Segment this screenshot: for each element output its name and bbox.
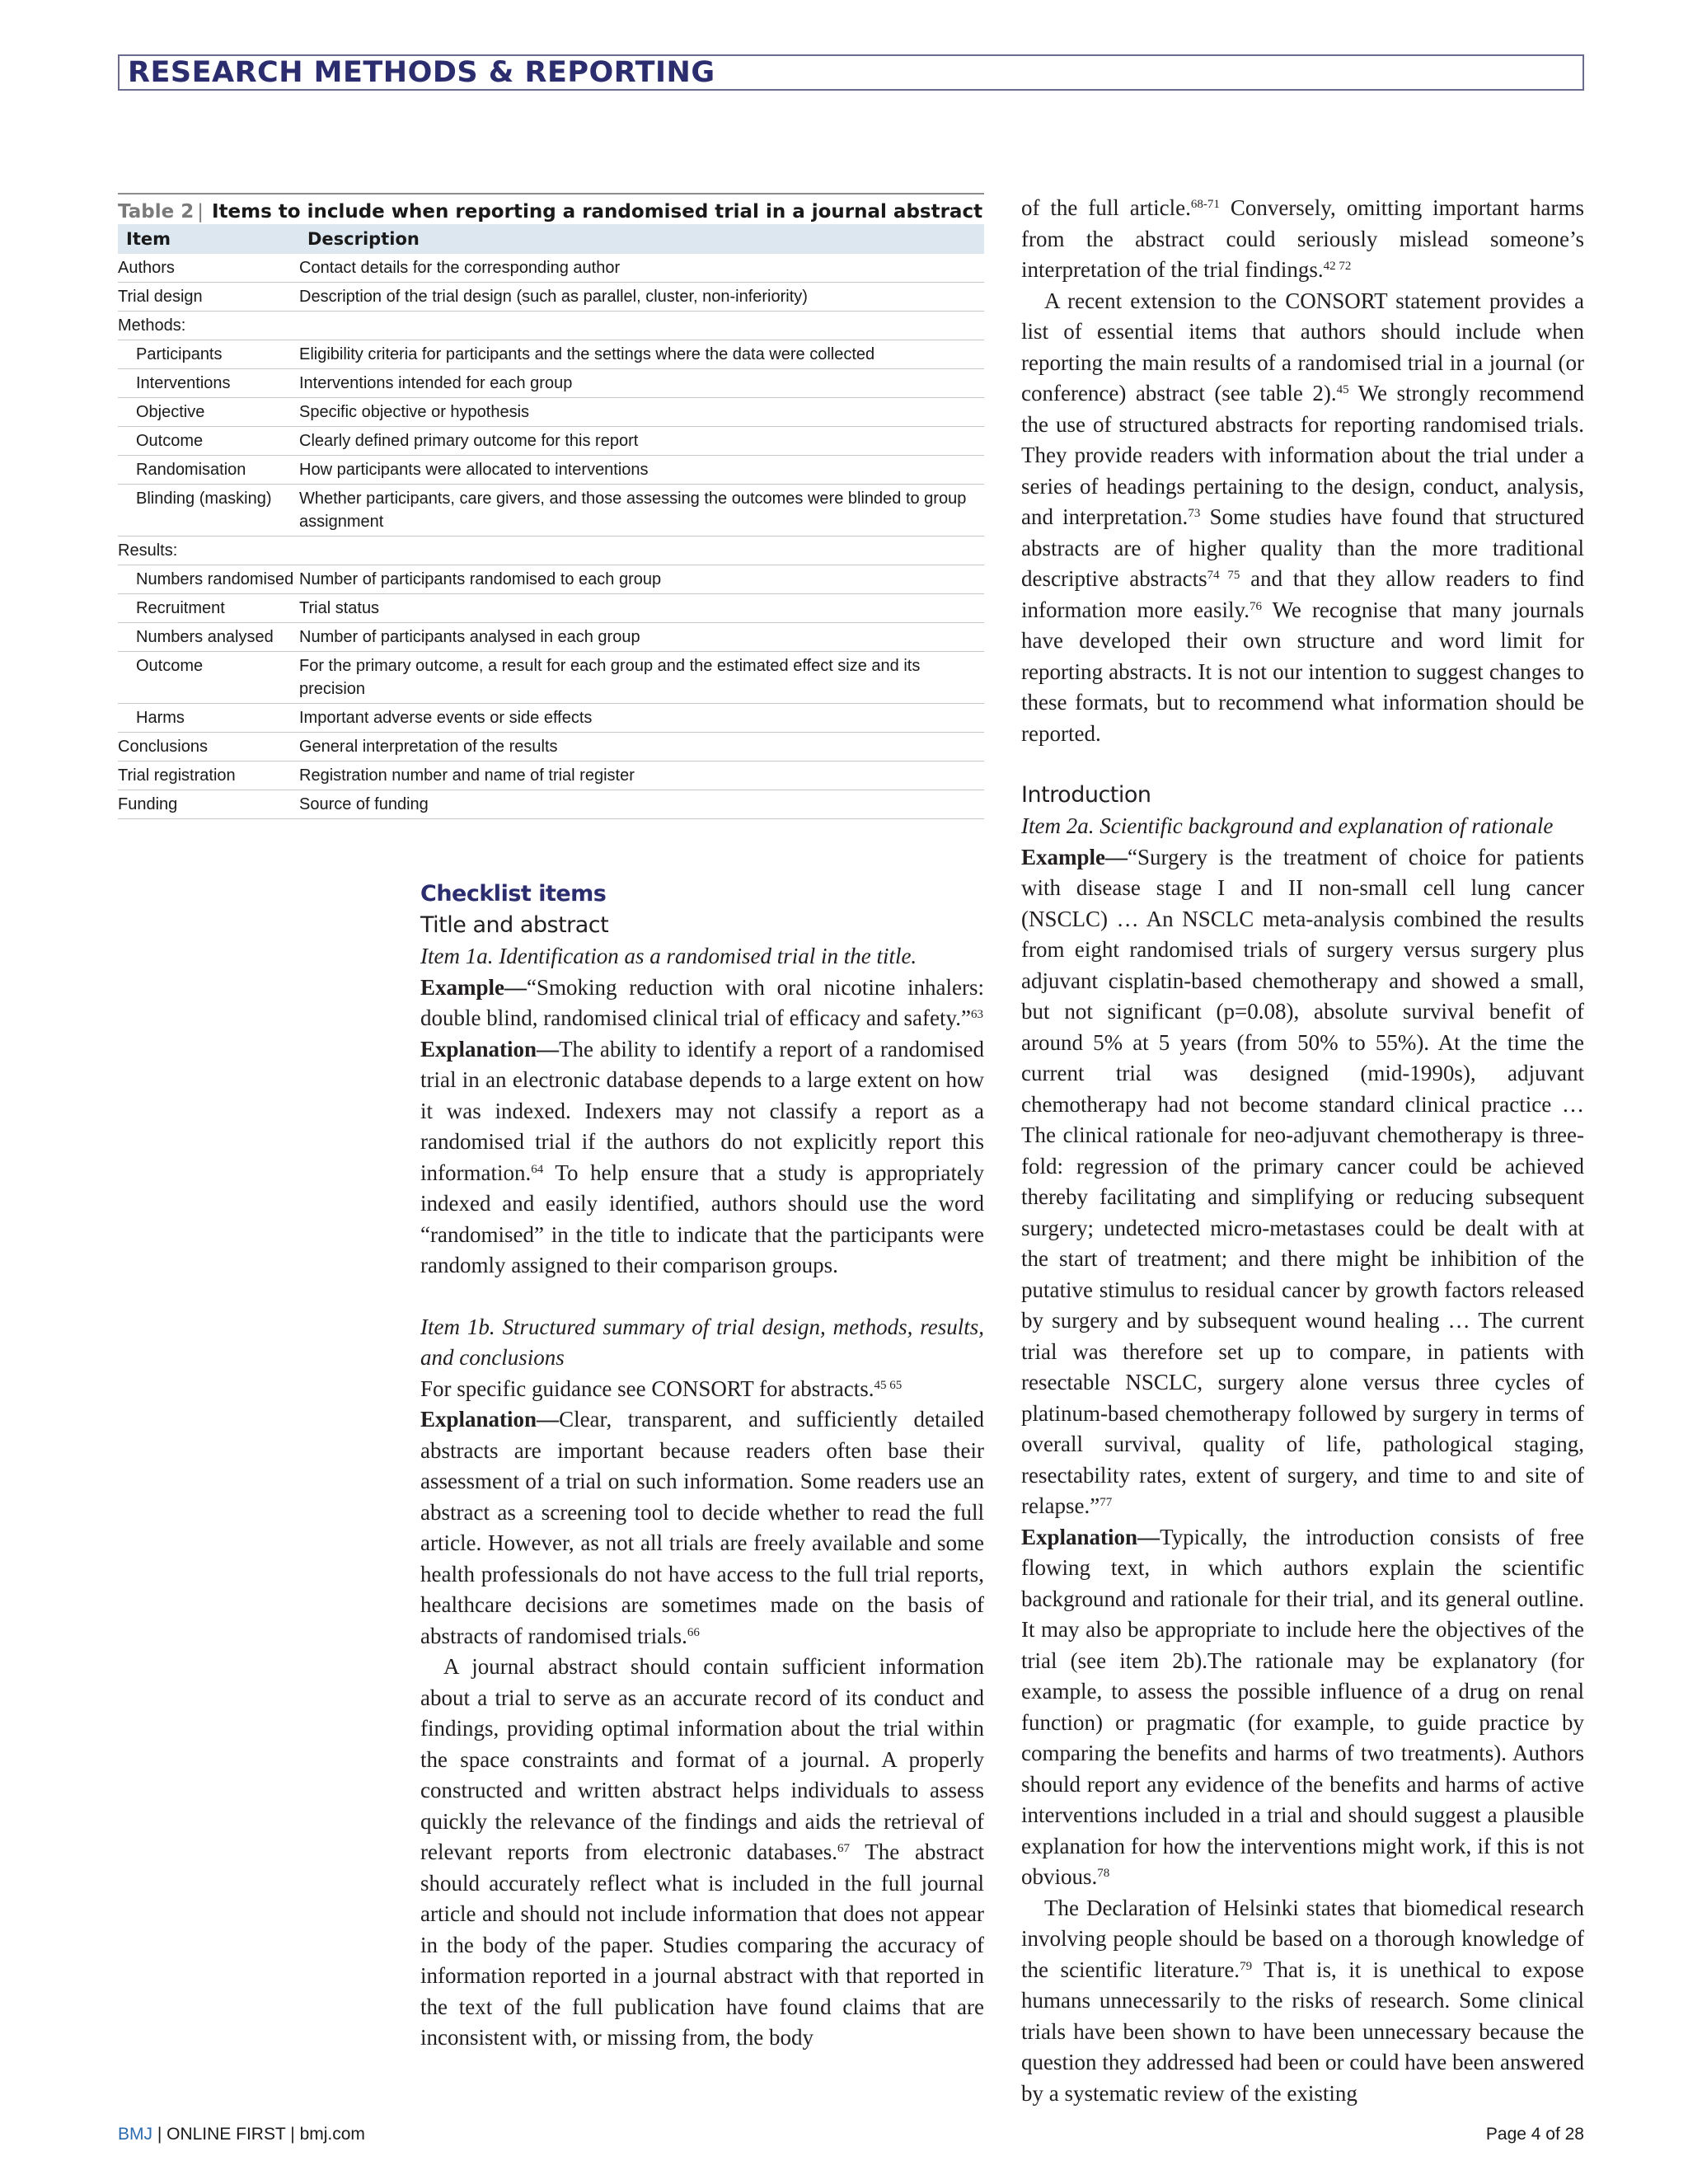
example-label: Example— — [1021, 844, 1128, 869]
table-cell-description: General interpretation of the results — [299, 738, 558, 756]
item-1b-heading: Item 1b. Structured summary of trial design, methods, results, and conclusions — [420, 1314, 984, 1370]
table-cell-item: Outcome — [136, 657, 204, 675]
table-cell-description: How participants were allocated to interventions — [299, 461, 649, 479]
table-row — [118, 762, 984, 790]
table-cell-description: Source of funding — [299, 795, 429, 813]
table-cell-item: Recruitment — [136, 599, 225, 617]
site-link[interactable]: bmj.com — [299, 2125, 365, 2144]
table-cell-description: Description of the trial design (such as parallel, cluster, non-inferiority) — [299, 288, 808, 306]
page-number: Page 4 of 28 — [1485, 2125, 1584, 2144]
paragraph-text-e: We recognise that many journals have developed their own structure and word limit for reporting abstracts. It is not our intention to suggest changes to these formats, but to recommend what information should be reported. — [1021, 597, 1584, 746]
item-2a-example — [1021, 842, 1584, 1522]
table-row — [118, 283, 984, 312]
table-caption: Items to include when reporting a randomised trial in a journal abstract — [211, 201, 983, 223]
paragraph-text-cont: The abstract should accurately reflect what is included in the full journal article and should not include information that does not appear in the body of the paper. Studies comparing the accuracy of information reported in a journal abstract with that reported in the text of the full publication have found claims that are inconsistent with, or missing from, the body — [420, 1840, 984, 2050]
ref-67: 67 — [837, 1842, 851, 1855]
item-1b-explanation — [420, 1404, 984, 1652]
explanation-label: Explanation— — [1021, 1524, 1160, 1549]
explanation-text-cont: To help ensure that a study is appropriately indexed and easily identified, authors should use the word “randomised” in the title to indicate that the participants were randomly assigned to their comparison groups. — [420, 1160, 984, 1277]
table-cell-description: Interventions intended for each group — [299, 374, 573, 392]
paragraph-text: A recent extension to the CONSORT statement provides a list of essential items that authors should include when reporting the main results of a randomised trial in a journal (or conference) abstract (see table 2). — [1021, 288, 1584, 405]
table-cell-description: Whether participants, care givers, and those assessing the outcomes were blinded to group assignment — [299, 490, 967, 531]
table-cell-item: Randomisation — [136, 461, 246, 479]
example-text: “Surgery is the treatment of choice for patients with disease stage I and II non-small cell lung cancer (NSCLC) … An NSCLC meta-analysis combined the results from eight randomised trials of surgery versus surgery plus adjuvant cisplatin-based chemotherapy and showed a small, but not significant (p=0.08), absolute survival benefit of around 5% at 5 years (from 50% to 55%). At the time the current trial was designed (mid-1990s), adjuvant chemotherapy had not become standard clinical practice … The clinical rationale for neo-adjuvant chemotherapy is three-fold: regression of the primary cancer could be achieved thereby facilitating and simplifying or reducing subsequent surgery; undetected micro-metastases could be dealt with at the start of treatment; and there might be inhibition of the putative stimulus to residual cancer by growth factors released by surgery and by subsequent wound healing … The current trial was therefore set up to compare, in patients with resectable NSCLC, surgery alone versus three cycles of platinum-based chemotherapy followed by surgery in terms of overall survival, quality of life, pathological staging, resectability rates, extent of surgery, and time to and site of relapse.” — [1021, 844, 1584, 1518]
table-row — [118, 733, 984, 762]
table-cell-item: Outcome — [136, 432, 204, 450]
paragraph-text: of the full article. — [1021, 195, 1191, 220]
table-cell-description — [299, 314, 984, 337]
table-row — [118, 485, 984, 537]
ref-76: 76 — [1250, 599, 1263, 613]
ref-73: 73 — [1188, 507, 1201, 520]
table-cell-item: Trial design — [118, 288, 203, 306]
guidance-text: For specific guidance see CONSORT for abstracts. — [420, 1376, 874, 1401]
item-1a-heading: Item 1a. Identification as a randomised trial in the title. — [420, 944, 917, 968]
ref-64: 64 — [531, 1162, 544, 1176]
paragraph-text: A journal abstract should contain sufficient information about a trial to serve as an accurate record of its conduct and findings, providing optimal information about the trial within the space constraints and format of a journal. A properly constructed and written abstract helps individuals to assess quickly the relevance of the findings and aids the retrieval of relevant reports from electronic databases. — [420, 1654, 984, 1864]
table-cell-item: Authors — [118, 259, 175, 277]
table-body — [118, 254, 984, 819]
column-header-item: Item — [126, 229, 171, 249]
item-1a-example — [420, 972, 984, 1034]
table-cell-item: Interventions — [136, 374, 231, 392]
paragraph-harms — [1021, 193, 1584, 286]
table-title — [118, 193, 984, 224]
table-cell-description: Contact details for the corresponding author — [299, 259, 621, 277]
table-row — [118, 565, 984, 594]
table-cell-item: Harms — [136, 709, 185, 727]
table-row — [118, 427, 984, 456]
table-row — [118, 790, 984, 819]
table-cell-item: Participants — [136, 345, 223, 363]
right-column — [1021, 193, 1584, 2109]
ref-42-72: 42 72 — [1323, 260, 1352, 273]
table-row — [118, 652, 984, 704]
table-row — [118, 398, 984, 427]
ref-45-65: 45 65 — [874, 1378, 903, 1392]
table-cell-item: Trial registration — [118, 766, 236, 785]
table-cell-item: Results: — [118, 541, 178, 560]
bmj-logo[interactable]: BMJ — [118, 2125, 152, 2144]
footer-separator: | — [285, 2125, 300, 2144]
table-row — [118, 537, 984, 565]
paragraph-consort-extension — [1021, 286, 1584, 750]
ref-66: 66 — [687, 1625, 700, 1639]
table-cell-item: Blinding (masking) — [136, 490, 272, 508]
paragraph-text-d: and that they allow readers to find information more easily. — [1021, 566, 1585, 622]
ref-45: 45 — [1336, 383, 1349, 396]
footer-left — [118, 2125, 365, 2144]
middle-column — [420, 879, 984, 2054]
table-cell-item: Methods: — [118, 316, 186, 335]
ref-74-75: 74 75 — [1207, 569, 1240, 582]
table-cell-description: Number of participants randomised to each group — [299, 570, 662, 588]
table-row — [118, 369, 984, 398]
item-2a-explanation — [1021, 1522, 1584, 1893]
section-title: RESEARCH METHODS & REPORTING — [128, 56, 715, 89]
table-cell-description: For the primary outcome, a result for each group and the estimated effect size and its precision — [299, 657, 921, 698]
table-cell-description — [299, 539, 984, 562]
footer-separator: | — [152, 2125, 167, 2144]
table-2 — [118, 193, 984, 819]
explanation-label: Explanation— — [420, 1407, 560, 1432]
section-header — [118, 54, 1584, 91]
title-abstract-heading: Title and abstract — [420, 912, 609, 938]
table-row — [118, 456, 984, 485]
ref-68-71: 68-71 — [1190, 198, 1220, 211]
table-cell-description: Number of participants analysed in each group — [299, 628, 640, 646]
paragraph-text-b: We strongly recommend the use of structured abstracts for reporting randomised trials. They provide readers with information about the trial under a series of headings pertaining to the design, conduct, analysis, and interpretation. — [1021, 381, 1584, 529]
table-cell-description: Trial status — [299, 599, 380, 617]
ref-79: 79 — [1240, 1959, 1253, 1973]
table-cell-description: Clearly defined primary outcome for this report — [299, 432, 639, 450]
table-cell-item: Numbers analysed — [136, 628, 274, 646]
paragraph-text-cont: Conversely, omitting important harms from the abstract could seriously mislead someone’s interpretation of the trial findings. — [1021, 195, 1584, 282]
paragraph-helsinki — [1021, 1893, 1584, 2110]
table-row — [118, 312, 984, 340]
example-label: Example— — [420, 974, 528, 1000]
table-row — [118, 623, 984, 652]
table-cell-item: Conclusions — [118, 738, 208, 756]
table-cell-description: Specific objective or hypothesis — [299, 403, 530, 421]
table-cell-item: Funding — [118, 795, 178, 813]
table-separator: | — [197, 201, 204, 223]
explanation-text: Clear, transparent, and sufficiently detailed abstracts are important because readers often base their assessment of a trial on such information. Some readers use an abstract as a screening tool to decide whether to read the full article. However, as not all trials are freely available and some health professionals do not have access to the full trial reports, healthcare decisions are sometimes made on the basis of abstracts of randomised trials. — [420, 1407, 984, 1648]
paragraph-text-c: Some studies have found that structured abstracts are of higher quality than the more traditional descriptive abstracts — [1021, 504, 1584, 591]
explanation-text: Typically, the introduction consists of free flowing text, in which authors explain the scientific background and rationale for their trial, and its general outline. It may also be appropriate to include here the objectives of the trial (see item 2b).The rationale may be explanatory (for example, to assess the possible influence of a drug on renal function) or pragmatic (for example, to guide practice by comparing the benefits and harms of two treatments). Authors should report any evidence of the benefits and harms of active interventions included in a trial and should suggest a plausible explanation for how the interventions might work, if this is not obvious. — [1021, 1524, 1584, 1889]
table-cell-item: Numbers randomised — [136, 570, 294, 588]
item-2a-heading: Item 2a. Scientific background and explanation of rationale — [1021, 813, 1554, 838]
table-cell-item: Objective — [136, 403, 205, 421]
table-row — [118, 594, 984, 623]
ref-78: 78 — [1097, 1867, 1110, 1880]
item-1b-guidance — [420, 1374, 984, 1405]
paragraph-text: The Declaration of Helsinki states that biomedical research involving people should be based on a thorough knowledge of the scientific literature. — [1021, 1895, 1584, 1982]
explanation-label: Explanation— — [420, 1036, 560, 1062]
table-row — [118, 254, 984, 283]
table-number: Table 2 — [118, 201, 195, 223]
example-text: “Smoking reduction with oral nicotine inhalers: double blind, randomised clinical trial of efficacy and safety.” — [420, 974, 984, 1030]
explanation-text: The ability to identify a report of a randomised trial in an electronic database depends to a large extent on how it was indexed. Indexers may not classify a report as a randomised trial if the authors do not explicitly report this information. — [420, 1036, 984, 1185]
ref-63: 63 — [971, 1008, 983, 1021]
table-cell-description: Registration number and name of trial register — [299, 766, 635, 785]
introduction-heading: Introduction — [1021, 782, 1151, 808]
table-row — [118, 340, 984, 369]
paragraph-text-cont: That is, it is unethical to expose humans unnecessarily to the risks of research. Some clinical trials have been shown to have been unnecessary because the question they addressed had been or could have been answered by a systematic review of the existing — [1021, 1957, 1584, 2106]
online-first-label: ONLINE FIRST — [166, 2125, 286, 2144]
checklist-heading: Checklist items — [420, 881, 607, 907]
abstract-paragraph — [420, 1652, 984, 2054]
ref-77: 77 — [1100, 1496, 1113, 1509]
table-row — [118, 704, 984, 733]
column-header-description: Description — [307, 229, 420, 249]
item-1a-explanation — [420, 1034, 984, 1282]
table-cell-description: Important adverse events or side effects — [299, 709, 593, 727]
table-cell-description: Eligibility criteria for participants and the settings where the data were collected — [299, 345, 875, 363]
table-header-row — [118, 224, 984, 254]
